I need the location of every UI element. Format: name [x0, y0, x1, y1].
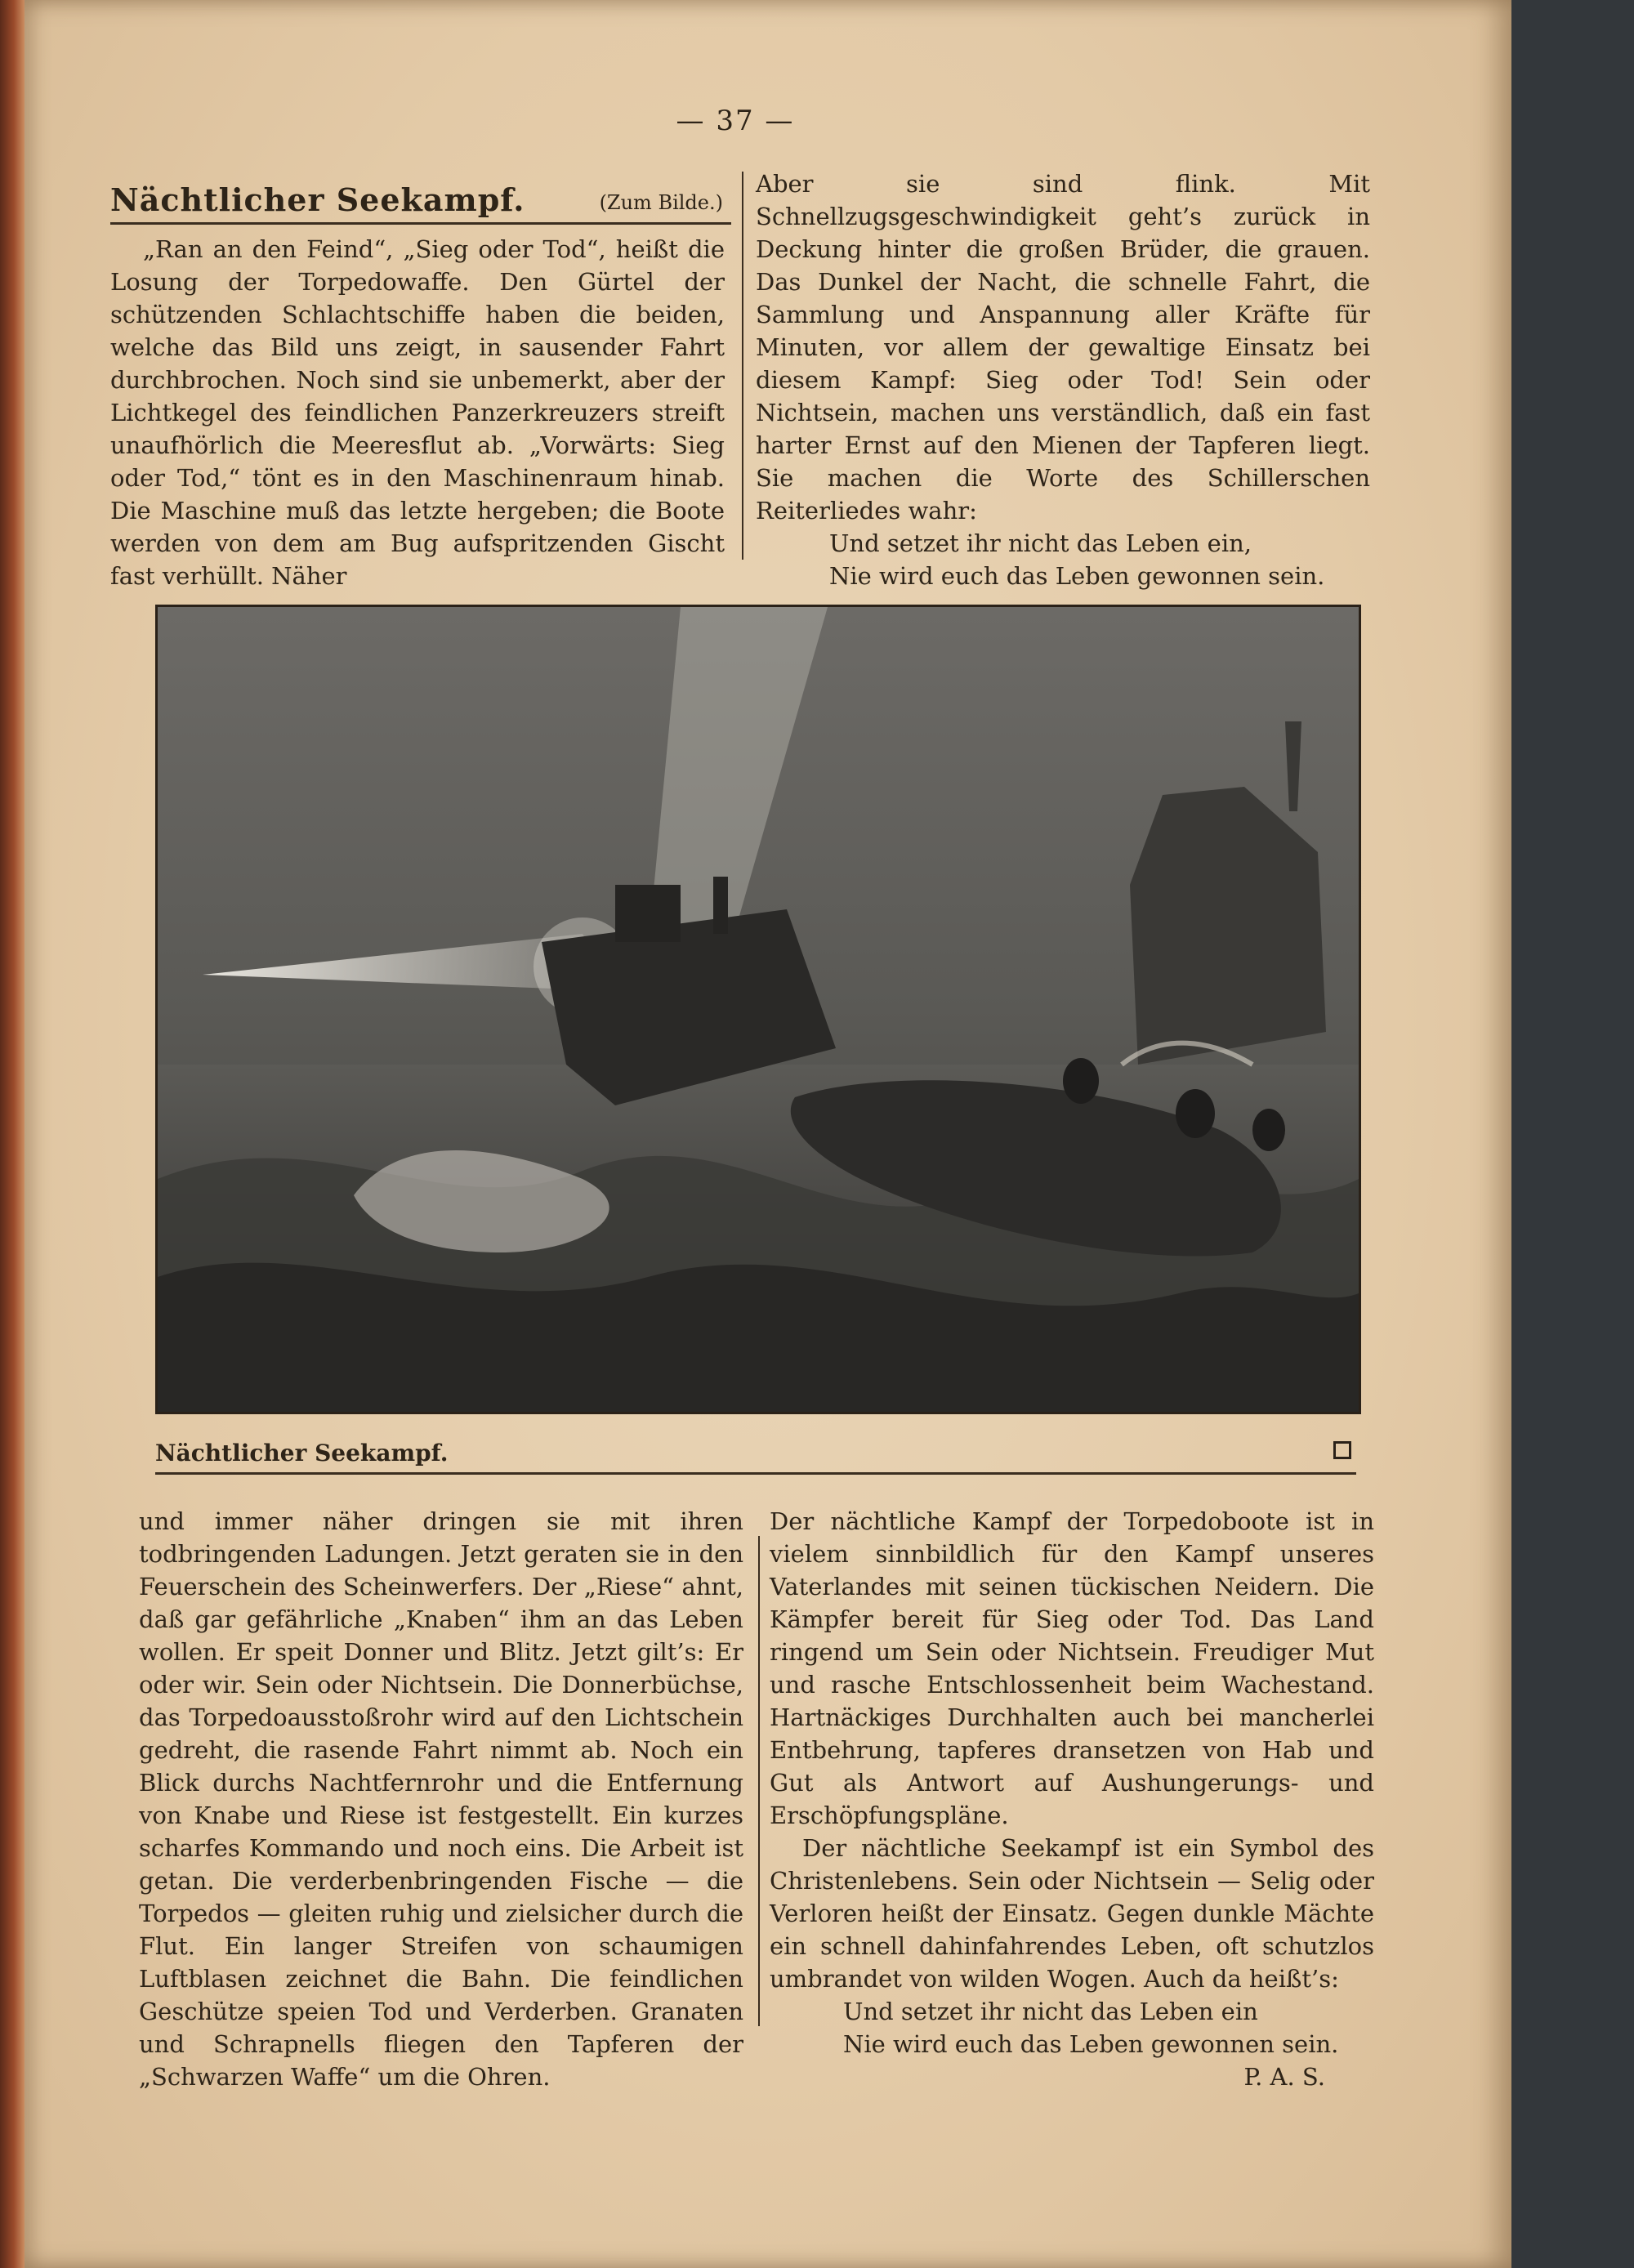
book-cover: [1503, 0, 1634, 2268]
page-number: — 37 —: [676, 105, 795, 137]
column-divider: [758, 1536, 760, 2026]
article-subtitle: (Zum Bilde.): [599, 191, 723, 214]
verse-line: Nie wird euch das Leben gewonnen sein.: [843, 2030, 1339, 2058]
author-signature: P. A. S.: [1243, 2063, 1325, 2091]
paragraph: Der nächtliche Seekampf ist ein Symbol des Christenlebens. Sein oder Nichtsein — Selig oder Verloren heißt der Einsatz. Gegen dunkle Mächte ein schnell dahinfahrendes Leben, oft schutzlos umbrandet von wilden Wogen. Auch da heißt’s:: [770, 1834, 1374, 1993]
verse-line: Und setzet ihr nicht das Leben ein: [843, 1998, 1258, 2025]
column-1-bottom: [139, 1505, 743, 2093]
paragraph: Der nächtliche Kampf der Torpedoboote ist in vielem sinnbildlich für den Kampf unseres Vaterlandes mit seinen tückischen Neidern. Die Kämpfer bereit für Sieg oder Tod. Das Land ringend um Sein oder Nichtsein. Freudiger Mut und rasche Entschlossenheit beim Wachestand. Hartnäckiges Durchhalten auch bei mancherlei Entbehrung, tapferes dransetzen von Hab und Gut als Antwort auf Aushungerungs- und Erschöpfungspläne.: [770, 1507, 1374, 1829]
column-1-top: [110, 233, 725, 592]
page: [25, 0, 1511, 2268]
column-2-top: [756, 167, 1370, 592]
paragraph: und immer näher dringen sie mit ihren todbringenden Ladungen. Jetzt geraten sie in den Feuerschein des Scheinwerfers. Der „Riese“ ahnt, daß gar gefährliche „Knaben“ ihm an das Leben wollen. Er speit Donner und Blitz. Jetzt gilt’s: Er oder wir. Sein oder Nichtsein. Die Donnerbüchse, das Torpedoausstoßrohr wird auf den Lichtschein gedreht, die rasende Fahrt nimmt ab. Noch ein Blick durchs Nachtfernrohr und die Entfernung von Knabe und Riese ist festgestellt. Ein kurzes scharfes Kommando und noch eins. Die Arbeit ist getan. Die verderbenbringenden Fische — die Torpedos — gleiten ruhig und zielsicher durch die Flut. Ein langer Streifen von schaumigen Luftblasen zeichnet die Bahn. Die feindlichen Geschütze speien Tod und Verderben. Granaten und Schrapnells fliegen den Tapferen der „Schwarzen Waffe“ um die Ohren.: [139, 1507, 743, 2091]
column-divider: [742, 172, 743, 560]
illustration-drawing: [158, 607, 1359, 1412]
illustration-caption: Nächtlicher Seekampf.: [155, 1440, 449, 1467]
caption-row: [155, 1440, 1356, 1475]
paragraph: „Ran an den Feind“, „Sieg oder Tod“, heißt die Losung der Torpedowaffe. Den Gürtel der schützenden Schlachtschiffe haben die beiden, welche das Bild uns zeigt, in sausender Fahrt durchbrochen. Noch sind sie unbemerkt, aber der Lichtkegel des feindlichen Panzerkreuzers streift unaufhörlich die Meeresflut ab. „Vorwärts: Sieg oder Tod,“ tönt es in den Maschinenraum hinab. Die Maschine muß das letzte hergeben; die Boote werden von dem am Bug aufspritzenden Gischt fast verhüllt. Näher: [110, 235, 725, 590]
caption-box-icon: [1333, 1441, 1351, 1459]
illustration-naval-battle: [155, 605, 1361, 1414]
sailor-figure: [1252, 1109, 1285, 1151]
sailor-figure: [1063, 1058, 1099, 1104]
verse-line: Und setzet ihr nicht das Leben ein,: [829, 529, 1252, 557]
column-2-bottom: [770, 1505, 1374, 2093]
article-title: Nächtlicher Seekampf.: [110, 181, 525, 218]
torpedo-boat-bridge: [615, 885, 681, 942]
torpedo-boat-funnel: [713, 877, 728, 934]
paragraph: Aber sie sind flink. Mit Schnellzugsgeschwindigkeit geht’s zurück in Deckung hinter die großen Brüder, die grauen. Das Dunkel der Nacht, die schnelle Fahrt, die Sammlung und Anspannung aller Kräfte für Minuten, vor allem der gewaltige Einsatz bei diesem Kampf: Sieg oder Tod! Sein oder Nichtsein, machen uns verständlich, daß ein fast harter Ernst auf den Mienen der Tapferen liegt. Sie machen die Worte des Schillerschen Reiterliedes wahr:: [756, 170, 1370, 525]
verse-line: Nie wird euch das Leben gewonnen sein.: [829, 562, 1325, 590]
article-title-row: [110, 181, 731, 225]
sailor-figure: [1176, 1089, 1215, 1138]
